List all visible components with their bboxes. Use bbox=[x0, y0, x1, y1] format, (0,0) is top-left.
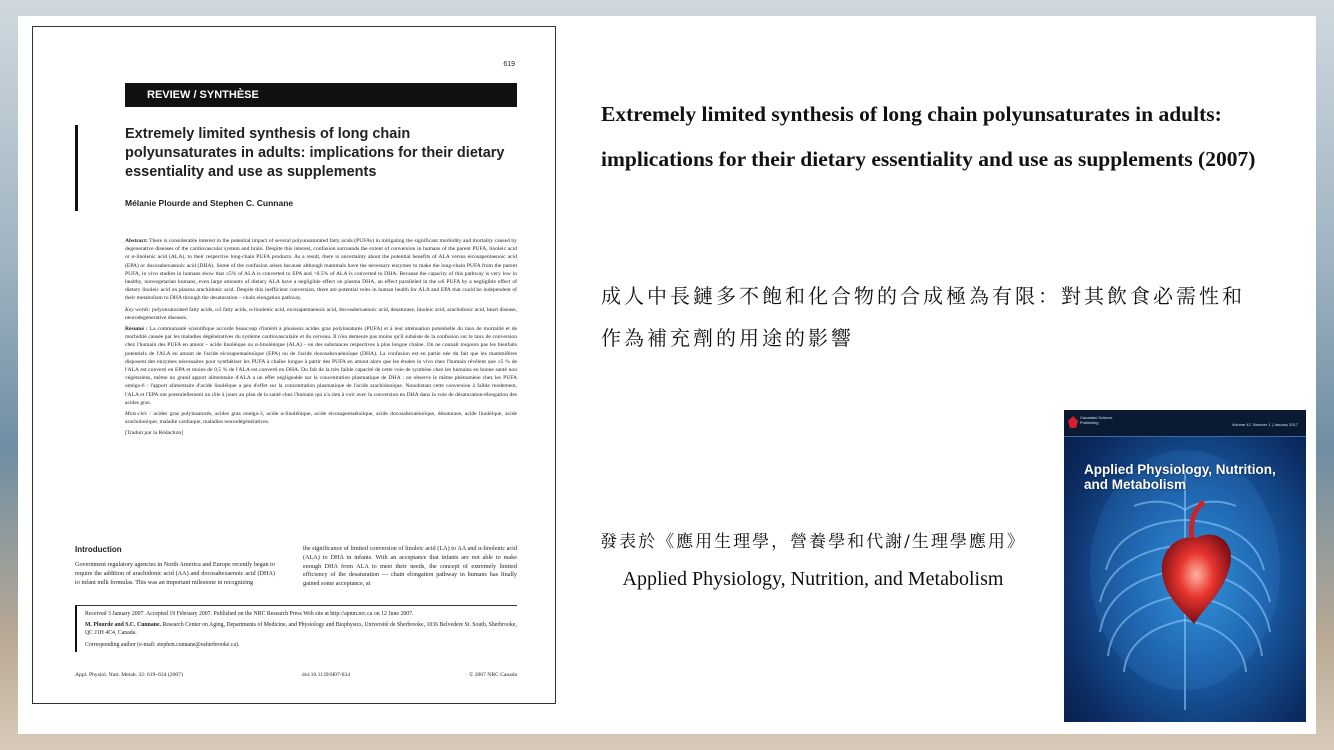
paper-title: Extremely limited synthesis of long chain polyunsaturates in adults: implications for their dietary essentiality and use as supplements bbox=[125, 126, 505, 180]
resume-label: Résumé : bbox=[125, 326, 148, 333]
page-number: 619 bbox=[503, 61, 515, 68]
corresponding-author: Corresponding author (e-mail: stephen.cunnane@usherbrooke.ca). bbox=[85, 641, 240, 648]
english-headline: Extremely limited synthesis of long chain polyunsaturates in adults: implications for their dietary essentiality and use as supplements (2007) bbox=[601, 102, 1256, 171]
affiliation bbox=[85, 621, 517, 637]
keywords-text: polyunsaturated fatty acids, ω3 fatty acids, α-linolenic acid, eicosapentaenoic acid, docosahexaenoic acid, desaturase, linoleic acid, arachidonic acid, heart disease, neurodegenerative diseases. bbox=[125, 306, 518, 321]
intro-heading: Introduction bbox=[75, 545, 122, 554]
abstract-paragraph bbox=[125, 237, 517, 303]
intro-left-column: Government regulatory agencies in North America and Europe recently began to require the addition of arachidonic acid (AA) and docosahexaenoic acid (DHA) to infant milk formulas. This was an important milestone in recognizing bbox=[75, 561, 275, 586]
footnote-box bbox=[75, 605, 517, 652]
motscles-text: acides gras polyinsaturés, acides gras oméga-3, acide α-linolénique, acide eicosapentaénoïque, acide docosahexaénoïque, désaturase, acide linoléique, acide arachidonique, maladie cardiaque, maladies neurodégénératives. bbox=[125, 411, 517, 426]
motscles-paragraph bbox=[125, 410, 517, 426]
paper-abstract-block bbox=[125, 237, 517, 441]
copyright: © 2007 NRC Canada bbox=[469, 672, 517, 678]
affiliation-names: M. Plourde and S.C. Cunnane. bbox=[85, 622, 162, 629]
citation: Appl. Physiol. Nutr. Metab. 32: 619–634 (2007) bbox=[75, 672, 183, 678]
published-in-english: Applied Physiology, Nutrition, and Metabolism bbox=[622, 568, 1004, 590]
resume-text: La communauté scientifique accorde beaucoup d'intérêt à plusieurs acides gras polyinsaturés (PUFA) et à leur atténuation potentielle du taux de mortalité et de morbidité causée par les maladies dégénératives du système cardiovasculaire et du cerveau. Il n'en demeure pas moins qu'il subsiste de la confusion sur le taux de conversion chez l'humain des PUFA en amont – acide linoléique ou α-linolénique (ALA) – en des substances respectives à plus longue chaîne. On ne connaît toujours pas les bienfaits potentiels de l'ALA en amont de l'acide eicosapentaénoïque (EPA) ou de l'acide docosahexaénoïque (DHA). La confusion est en partie née du fait que les mammifères disposent des enzymes nécessaires pour synthétiser les PUFA à chaîne longue à partir des PUFA en amont alors que les études in vivo chez l'humain révèlent que ≤5 % de l'ALA est converti en EPA et moins de 0,5 % de l'ALA est converti en DHA. Du fait de la très faible capacité de cette voie de synthèse chez les humains en bonne santé non végétariens, même un grand apport alimentaire d'ALA a un effet négligeable sur la concentration plasmatique de DHA ; on observe le même phénomène chez les PUFA oméga-6 : l'apport alimentaire d'acide linoléique a peu d'effet sur la concentration plasmatique de l'acide arachidonique. Nonobstant cette conversion à faible rendement, l'ALA et l'EPA ont potentiellement un rôle à jouer au plan de la santé chez l'humain qui n'a rien à voir avec la conversion en DHA dans la voie de désaturation-élongation des acides gras. bbox=[125, 326, 517, 406]
motscles-label: Mots-clés : bbox=[125, 411, 151, 418]
abstract-text: There is considerable interest in the potential impact of several polyunsaturated fatty acids (PUFAs) in mitigating the significant morbidity and mortality caused by degenerative diseases of the cardiovascular system and brain. Despite this interest, confusion surrounds the extent of conversion in humans of the parent PUFA, linoleic acid or α-linolenic acid (ALA), to their respective long-chain PUFA products. As a result, there is uncertainty about the potential benefits of ALA versus eicosapentaenoic acid (EPA) or docosahexaenoic acid (DHA). Some of the confusion arises because although mammals have the necessary enzymes to make the long-chain PUFA from the parent PUFA, in vivo studies in humans show that ≤5% of ALA is converted to EPA and <0.5% of ALA is converted to DHA. Because the capacity of this pathway is very low in healthy, nonvegetarian humans, even large amounts of dietary ALA have a negligible effect on plasma DHA, an effect paralleled in the ω6 PUFA by a negligible effect of dietary linoleic acid on plasma arachidonic acid. Despite this inefficient conversion, there are potential roles in human health for ALA and EPA that could be independent of their metabolism to DHA through the desaturation – chain elongation pathway. bbox=[125, 238, 517, 302]
keywords-paragraph bbox=[125, 306, 517, 322]
intro-right-column: the significance of limited conversion of linoleic acid (LA) to AA and α-linolenic acid (ALA) to DHA in infants. With an acceptance that infants are not able to make enough DHA from ALA to meet their needs, the concept of extremely limited efficiency of the desaturation — chain elongation pathway in humans has finally gained some acceptance, at bbox=[303, 545, 517, 588]
resume-paragraph bbox=[125, 325, 517, 407]
maple-leaf-icon bbox=[1068, 416, 1078, 428]
paper-footer bbox=[75, 672, 517, 678]
chinese-headline: 成人中長鏈多不飽和化合物的合成極為有限：對其飲食必需性和作為補充劑的用途的影響 bbox=[601, 284, 1245, 350]
paper-page-thumbnail bbox=[32, 26, 556, 704]
doi: doi:10.1139/H07-034 bbox=[301, 672, 351, 678]
title-rule bbox=[75, 125, 78, 211]
anatomy-illustration bbox=[1064, 410, 1306, 722]
section-label-bar: REVIEW / SYNTHÈSE bbox=[125, 83, 517, 107]
translated-by: [Traduit par la Rédaction] bbox=[125, 430, 184, 437]
keywords-label: Key words: bbox=[125, 306, 151, 313]
affiliation-text: Research Center on Aging, Departments of Medicine, and Physiology and Biophysics, Université de Sherbrooke, 1036 Belvedere St. South, Sherbrooke, QC J1H 4C4, Canada. bbox=[85, 622, 517, 637]
cover-issue: Volume 42, Number 1 | January 2017 bbox=[1231, 422, 1298, 427]
abstract-label: Abstract: bbox=[125, 238, 148, 244]
paper-authors: Mélanie Plourde and Stephen C. Cunnane bbox=[125, 198, 294, 208]
cover-title: Applied Physiology, Nutrition, and Metabolism bbox=[1084, 462, 1276, 492]
journal-cover-image bbox=[1064, 410, 1306, 722]
cover-header bbox=[1064, 410, 1306, 437]
cover-publisher: Canadian Science Publishing bbox=[1080, 415, 1113, 425]
received-dates: Received 3 January 2007. Accepted 19 February 2007. Published on the NRC Research Press Web site at http://apnm.nrc.ca on 12 June 2007. bbox=[85, 611, 414, 617]
published-in-chinese: 發表於《應用生理學，營養學和代謝/生理學應用》 bbox=[600, 532, 1026, 552]
